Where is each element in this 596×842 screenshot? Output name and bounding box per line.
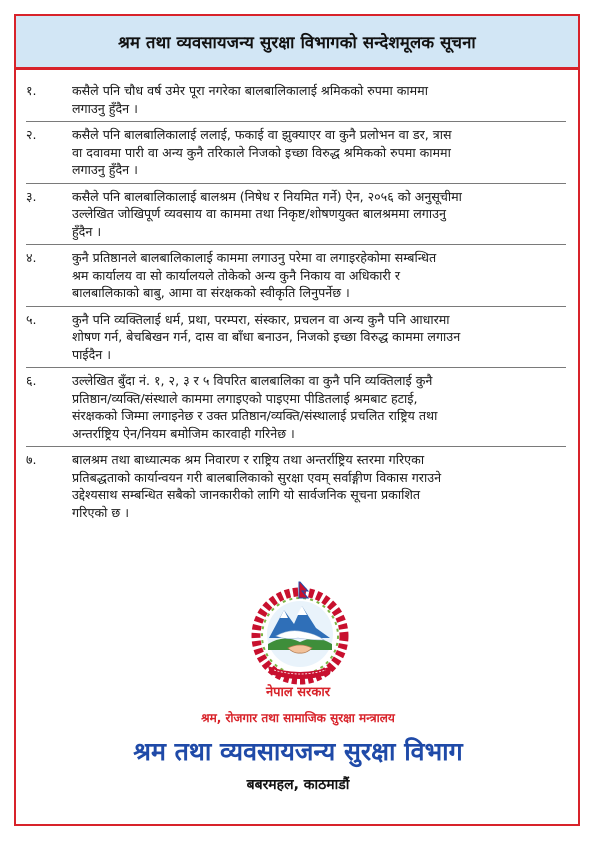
notice-item-line: शोषण गर्न, बेचबिखन गर्न, दास वा बाँधा बनाउन, निजको इच्छा विरुद्ध काममा लगाउन [72,329,461,344]
notice-item-line: अन्तर्राष्ट्रिय ऐन/नियम बमोजिम कारवाही गरिनेछ । [72,425,295,441]
notice-item-number: ५. [26,311,37,327]
notice-item-number: २. [26,127,37,142]
notice-item [26,126,566,179]
item-divider [26,183,566,184]
nepal-emblem-icon [244,578,356,688]
notice-item-line: बालबालिकाको बाबु, आमा वा संरक्षकको स्वीकृति लिनुपर्नेछ । [72,285,350,300]
notice-item [26,451,566,521]
notice-item-line: प्रतिष्ठान/व्यक्ति/संस्थाले काममा लगाइएको पाइएमा पीडितलाई श्रमबाट हटाई, [72,390,418,406]
notice-item-line: कसैले पनि चौध वर्ष उमेर पूरा नगरेका बालबालिकालाई श्रमिकको रुपमा काममा [72,83,428,98]
item-divider [26,121,566,122]
notice-item-number: ६. [26,373,37,388]
item-divider [26,446,566,447]
ministry-name: श्रम, रोजगार तथा सामाजिक सुरक्षा मन्त्रालय [201,711,395,725]
notice-title-bar [14,14,580,70]
notice-item-line: लगाउनु हुँदैन । [72,100,138,116]
notice-item-text [72,372,566,442]
notice-item-text [72,311,566,364]
notice-item-text [72,82,566,117]
notice-item-number: ४. [26,250,37,265]
item-divider [26,306,566,307]
notice-title: श्रम तथा व्यवसायजन्य सुरक्षा विभागको सन्देशमूलक सूचना [118,33,476,52]
notice-item-number: ७. [26,452,37,467]
notice-item-text [72,126,566,179]
item-divider [26,244,566,245]
item-divider [26,367,566,368]
notice-item-line: वा दवावमा पारी वा अन्य कुनै तरिकाले निजको इच्छा विरुद्ध श्रमिकको रुपमा काममा [72,144,451,160]
notice-item-line: बालश्रम तथा बाध्यात्मक श्रम निवारण र राष्ट्रिय तथा अन्तर्राष्ट्रिय स्तरमा गरिएका [72,452,425,467]
notice-item-line: उल्लेखित बुँदा नं. १, २, ३ र ५ विपरित बालबालिका वा कुनै पनि व्यक्तिलाई कुनै [72,373,433,388]
notice-item-number: ३. [26,188,37,204]
notice-item-line: पाईदैन । [72,346,112,362]
notice-item-line: गरिएको छ । [72,504,130,520]
notice-item [26,372,566,442]
notice-item [26,82,566,117]
notice-item-text [72,249,566,302]
notice-item-line: कसैले पनि बालबालिकालाई ललाई, फकाई वा झुक्याएर वा कुनै प्रलोभन वा डर, त्रास [72,127,452,142]
notice-item-line: संरक्षकको जिम्मा लगाइनेछ र उक्त प्रतिष्ठान/व्यक्ति/संस्थालाई प्रचलित राष्ट्रिय तथा [72,408,438,423]
notice-item-text [72,188,566,241]
notice-item-line: उल्लेखित जोखिपूर्ण व्यवसाय वा काममा तथा निकृष्ट/शोषणयुक्त बालश्रममा लगाउनु [72,206,446,221]
notice-item-line: कसैले पनि बालबालिकालाई बालश्रम (निषेध र नियमित गर्ने) ऐन, २०५६ को अनुसूचीमा [72,188,462,204]
notice-item-line: लगाउनु हुँदैन । [72,162,138,177]
notice-item-line: श्रम कार्यालय वा सो कार्यालयले तोकेको अन्य कुनै निकाय वा अधिकारी र [72,267,400,283]
notice-item-line: हुँदैन । [72,223,102,239]
notice-list [26,82,566,521]
notice-item [26,188,566,241]
department-name: श्रम तथा व्यवसायजन्य सुरक्षा विभाग [133,737,463,766]
office-address: बबरमहल, काठमाडौं [246,777,350,793]
notice-item-line: प्रतिबद्धताको कार्यान्वयन गरी बालबालिकाको सुरक्षा एवम् सर्वाङ्गीण विकास गराउने [72,469,442,485]
notice-item [26,311,566,364]
notice-item-line: कुनै पनि व्यक्तिलाई धर्म, प्रथा, परम्परा, संस्कार, प्रचलन वा अन्य कुनै पनि आधारमा [72,311,450,327]
notice-item-line: कुनै प्रतिष्ठानले बालबालिकालाई काममा लगाउनु परेमा वा लगाइरहेकोमा सम्बन्धित [72,250,437,265]
notice-item-text [72,451,566,521]
notice-item [26,249,566,302]
government-name: नेपाल सरकार [265,685,331,700]
notice-item-number: १. [26,83,37,98]
notice-item-line: उद्देश्यसाथ सम्बन्धित सबैको जानकारीको लागि यो सार्वजनिक सूचना प्रकाशित [72,487,421,502]
